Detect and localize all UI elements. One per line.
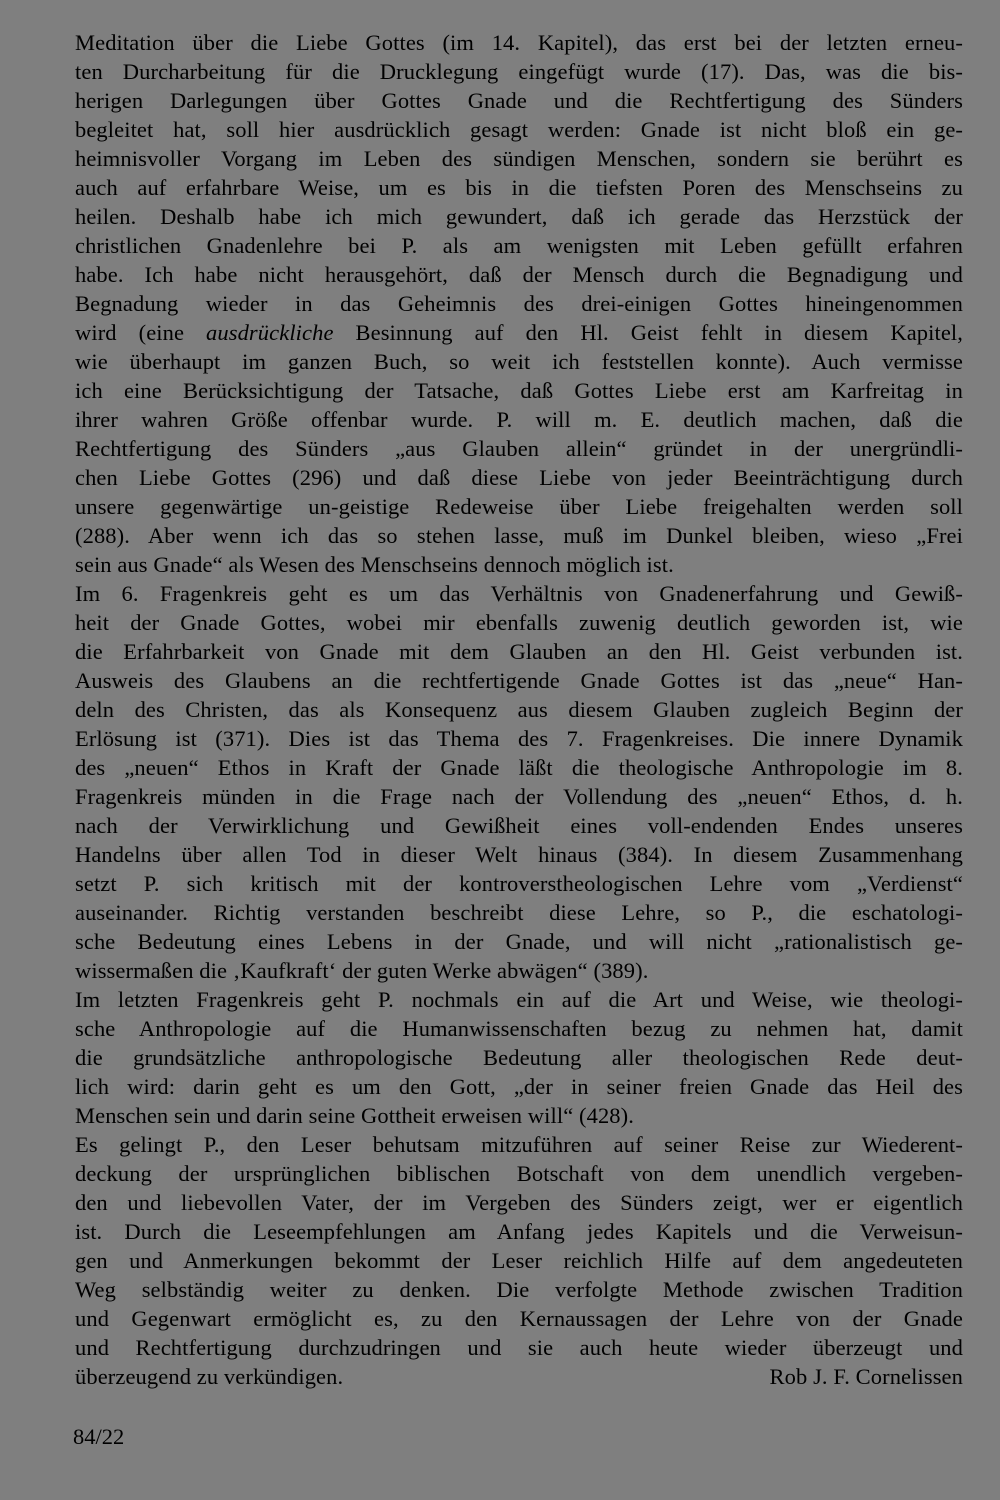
paragraph-block-a	[75, 28, 963, 318]
text-line: chen Liebe Gottes (296) und daß diese Liebe von jeder Beeinträchtigung durch	[75, 465, 963, 490]
text-line: gen und Anmerkungen bekommt der Leser reichlich Hilfe auf dem angedeuteten	[75, 1248, 963, 1273]
text-line: sche Bedeutung eines Lebens in der Gnade, und will nicht „rationalistisch ge-	[75, 929, 963, 954]
text-line: den und liebevollen Vater, der im Vergeben des Sünders zeigt, wer er eigentlich	[75, 1190, 963, 1215]
text-line: begleitet hat, soll hier ausdrücklich gesagt werden: Gnade ist nicht bloß ein ge-	[75, 117, 963, 142]
text-line: Menschen sein und darin seine Gottheit erweisen will“ (428).	[75, 1103, 634, 1128]
text-line: Begnadung wieder in das Geheimnis des drei-einigen Gottes hineingenommen	[75, 291, 963, 316]
text-line: deln des Christen, das als Konsequenz aus diesem Glauben zugleich Beginn der	[75, 697, 963, 722]
text-line: setzt P. sich kritisch mit der kontroverstheologischen Lehre vom „Verdienst“	[75, 871, 963, 896]
paragraph-block-b	[75, 347, 963, 1362]
text-line: die grundsätzliche anthropologische Bedeutung aller theologischen Rede deut-	[75, 1045, 963, 1070]
text-line: deckung der ursprünglichen biblischen Botschaft von dem unendlich vergeben-	[75, 1161, 963, 1186]
text-line: Weg selbständig weiter zu denken. Die verfolgte Methode zwischen Tradition	[75, 1277, 963, 1302]
review-text-page	[75, 28, 963, 1391]
text-line: Handelns über allen Tod in dieser Welt hinaus (384). In diesem Zusammenhang	[75, 842, 963, 867]
emphasized-word: ausdrückliche	[206, 320, 334, 345]
text-line: Rechtfertigung des Sünders „aus Glauben allein“ gründet in der unergründli-	[75, 436, 963, 461]
text-line: (288). Aber wenn ich das so stehen lasse, muß im Dunkel bleiben, wieso „Frei	[75, 523, 963, 548]
text-line: auseinander. Richtig verstanden beschreibt diese Lehre, so P., die eschatologi-	[75, 900, 963, 925]
text-fragment: wird (eine	[75, 320, 207, 345]
text-line: Es gelingt P., den Leser behutsam mitzuführen auf seiner Reise zur Wiederent-	[75, 1132, 963, 1157]
text-line: wissermaßen die ‚Kaufkraft‘ der guten Werke abwägen“ (389).	[75, 958, 649, 983]
text-line: auch auf erfahrbare Weise, um es bis in die tiefsten Poren des Menschseins zu	[75, 175, 963, 200]
text-line: Im 6. Fragenkreis geht es um das Verhältnis von Gnadenerfahrung und Gewiß-	[75, 581, 963, 606]
text-line: habe. Ich habe nicht herausgehört, daß der Mensch durch die Begnadigung und	[75, 262, 963, 287]
text-line: Erlösung ist (371). Dies ist das Thema des 7. Fragenkreises. Die innere Dynamik	[75, 726, 963, 751]
text-line: christlichen Gnadenlehre bei P. als am wenigsten mit Leben gefüllt erfahren	[75, 233, 963, 258]
text-line: Im letzten Fragenkreis geht P. nochmals ein auf die Art und Weise, wie theologi-	[75, 987, 963, 1012]
text-line: heimnisvoller Vorgang im Leben des sündigen Menschen, sondern sie berührt es	[75, 146, 963, 171]
text-fragment: Besinnung auf den Hl. Geist fehlt in diesem Kapitel,	[333, 320, 963, 345]
text-line: nach der Verwirklichung und Gewißheit eines voll-endenden Endes unseres	[75, 813, 963, 838]
author-signature: Rob J. F. Cornelissen	[769, 1364, 963, 1389]
text-line: Ausweis des Glaubens an die rechtfertigende Gnade Gottes ist das „neue“ Han-	[75, 668, 963, 693]
text-line: heilen. Deshalb habe ich mich gewundert, daß ich gerade das Herzstück der	[75, 204, 963, 229]
text-line: unsere gegenwärtige un-geistige Redeweise über Liebe freigehalten werden soll	[75, 494, 963, 519]
text-line: des „neuen“ Ethos in Kraft der Gnade läßt die theologische Anthropologie im 8.	[75, 755, 963, 780]
text-line: ihrer wahren Größe offenbar wurde. P. will m. E. deutlich machen, daß die	[75, 407, 963, 432]
text-line: und Rechtfertigung durchzudringen und sie auch heute wieder überzeugt und	[75, 1335, 963, 1360]
page-number: 84/22	[73, 1424, 125, 1449]
text-line: ich eine Berücksichtigung der Tatsache, daß Gottes Liebe erst am Karfreitag in	[75, 378, 963, 403]
text-line: Meditation über die Liebe Gottes (im 14. Kapitel), das erst bei der letzten erneu-	[75, 30, 963, 55]
text-line: herigen Darlegungen über Gottes Gnade und die Rechtfertigung des Sünders	[75, 88, 963, 113]
text-line: lich wird: darin geht es um den Gott, „der in seiner freien Gnade das Heil des	[75, 1074, 963, 1099]
closing-text: überzeugend zu verkündigen.	[75, 1364, 344, 1389]
text-line: und Gegenwart ermöglicht es, zu den Kernaussagen der Lehre von der Gnade	[75, 1306, 963, 1331]
text-line: die Erfahrbarkeit von Gnade mit dem Glauben an den Hl. Geist verbunden ist.	[75, 639, 963, 664]
text-line: sein aus Gnade“ als Wesen des Menschseins dennoch möglich ist.	[75, 552, 674, 577]
text-line: ten Durcharbeitung für die Drucklegung eingefügt wurde (17). Das, was die bis-	[75, 59, 963, 84]
text-line: ist. Durch die Leseempfehlungen am Anfang jedes Kapitels und die Verweisun-	[75, 1219, 963, 1244]
closing-line	[75, 1362, 963, 1391]
text-line: sche Anthropologie auf die Humanwissenschaften bezug zu nehmen hat, damit	[75, 1016, 963, 1041]
text-line: heit der Gnade Gottes, wobei mir ebenfalls zuwenig deutlich geworden ist, wie	[75, 610, 963, 635]
text-line-with-emphasis	[75, 318, 963, 347]
text-line: Fragenkreis münden in die Frage nach der Vollendung des „neuen“ Ethos, d. h.	[75, 784, 963, 809]
text-line: wie überhaupt im ganzen Buch, so weit ich feststellen konnte). Auch vermisse	[75, 349, 963, 374]
